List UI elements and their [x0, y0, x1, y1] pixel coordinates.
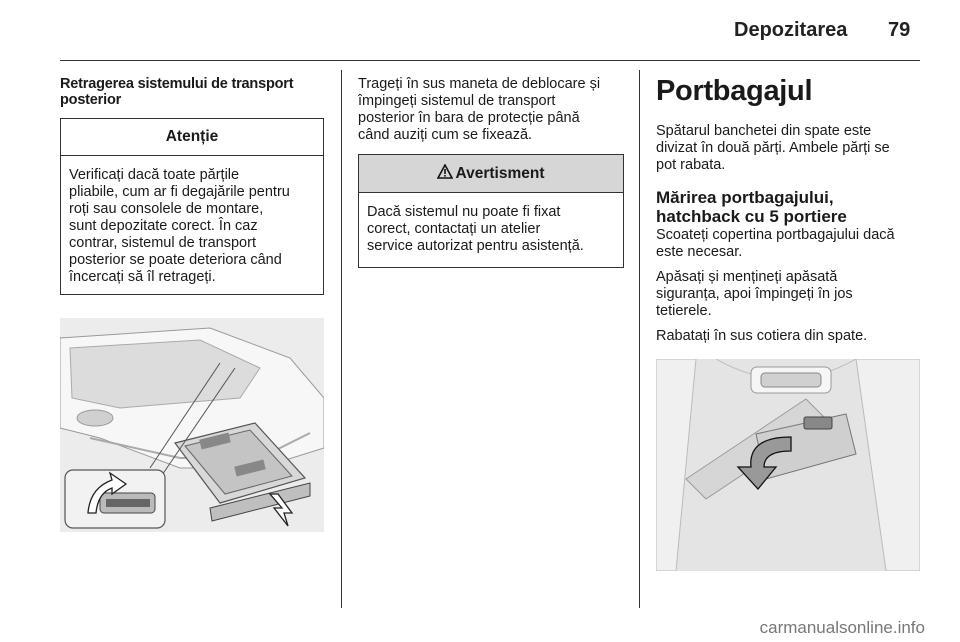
column-1 [60, 76, 324, 295]
caution-line: Verificați dacă toate părțile [69, 167, 240, 183]
caution-line: încercați să îl retrageți. [69, 269, 216, 285]
rear-carrier-illustration [60, 318, 324, 532]
warning-box-text [359, 193, 623, 267]
section-heading-line-1: Retragerea sistemului de transport [60, 76, 294, 92]
instruction-line: împingeți sistemul de transport [358, 93, 556, 109]
paragraph-line: este necesar. [656, 244, 743, 260]
warning-line: corect, contactați un atelier [367, 221, 541, 237]
paragraph-1 [656, 227, 922, 261]
header-divider [60, 60, 920, 61]
instruction-line: Trageți în sus maneta de deblocare și [358, 76, 601, 92]
intro-line: pot rabata. [656, 157, 726, 173]
caution-line: sunt depozitate corect. În caz [69, 218, 258, 234]
page-number: 79 [888, 19, 911, 41]
sub-heading [656, 188, 922, 226]
intro-paragraph [656, 123, 922, 174]
paragraph-3: Rabatați în sus cotiera din spate. [656, 328, 868, 344]
warning-box-title [359, 155, 623, 193]
caution-line: pliabile, cum ar fi degajările pentru [69, 184, 290, 200]
armrest-illustration [656, 359, 920, 571]
column-divider-2 [639, 70, 640, 608]
section-heading-line-2: posterior [60, 92, 122, 108]
column-3 [656, 76, 922, 345]
section-heading [60, 76, 324, 108]
paragraph-line: siguranța, apoi împingeți în jos [656, 286, 853, 302]
warning-title-text: Avertisment [455, 164, 545, 182]
paragraph-2 [656, 269, 922, 320]
warning-box [358, 154, 624, 268]
caution-line: contrar, sistemul de transport [69, 235, 256, 251]
paragraph-line: tetierele. [656, 303, 712, 319]
intro-line: Spătarul banchetei din spate este [656, 123, 872, 139]
instruction-line: posterior în bara de protecție până [358, 110, 580, 126]
watermark-text: carmanualsonline.info [759, 618, 925, 637]
column-2 [358, 76, 624, 268]
warning-triangle-icon [437, 164, 453, 184]
intro-line: divizat în două părți. Ambele părți se [656, 140, 890, 156]
column-divider-1 [341, 70, 342, 608]
instruction-paragraph [358, 76, 624, 144]
warning-line: service autorizat pentru asistență. [367, 238, 584, 254]
paragraph-line: Apăsați și mențineți apăsată [656, 269, 838, 285]
caution-box-text [61, 156, 323, 294]
page-section-title: Depozitarea [734, 19, 848, 41]
caution-box [60, 118, 324, 295]
instruction-line: când auziți cum se fixează. [358, 127, 533, 143]
sub-heading-line-2: hatchback cu 5 portiere [656, 207, 847, 226]
caution-line: posterior se poate deteriora când [69, 252, 282, 268]
warning-line: Dacă sistemul nu poate fi fixat [367, 204, 561, 220]
sub-heading-line-1: Mărirea portbagajului, [656, 188, 834, 207]
caution-line: roți sau consolele de montare, [69, 201, 264, 217]
section-title: Portbagajul [656, 75, 813, 107]
caution-box-title: Atenție [61, 119, 323, 156]
paragraph-line: Scoateți copertina portbagajului dacă [656, 227, 895, 243]
